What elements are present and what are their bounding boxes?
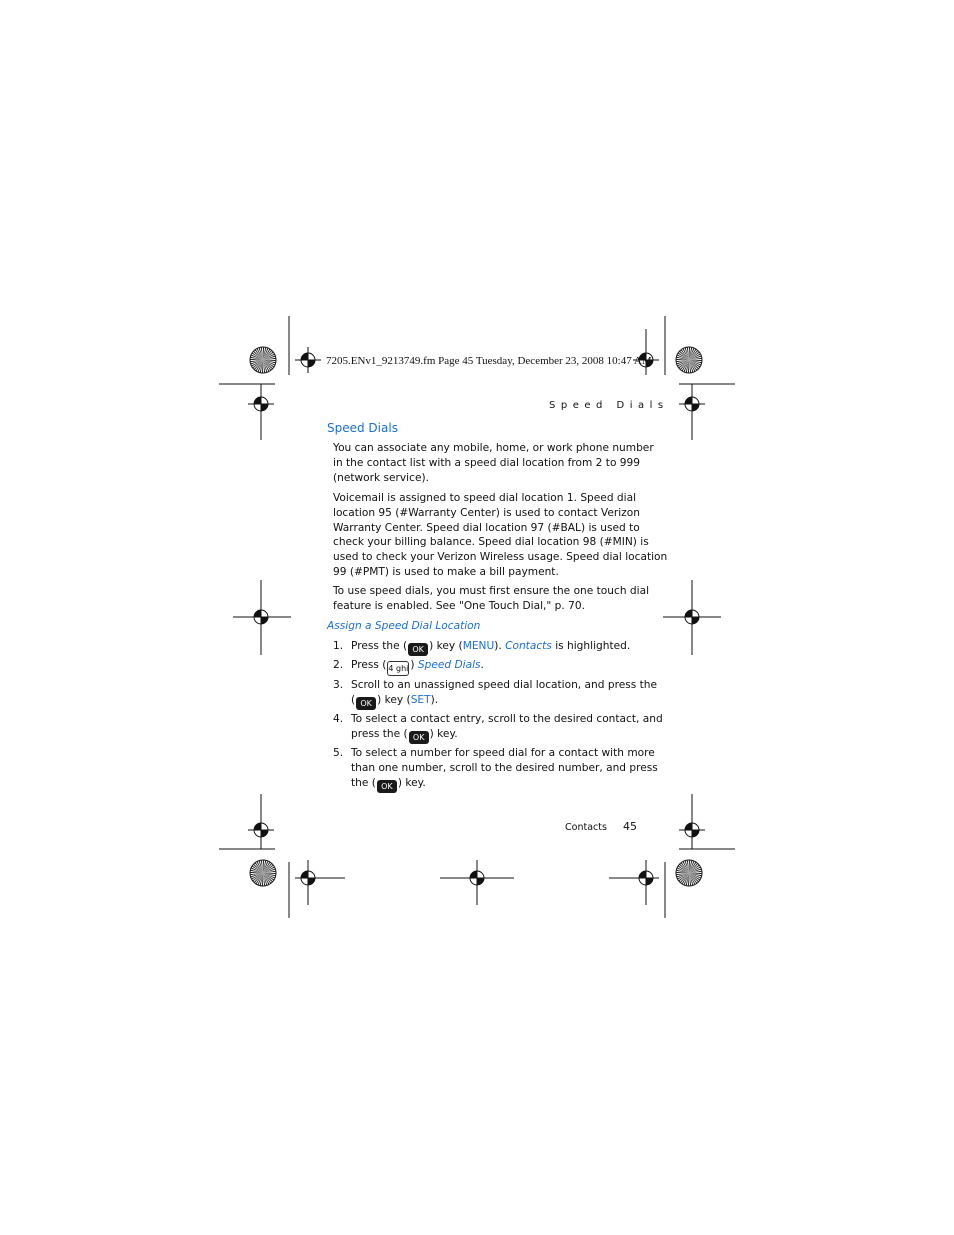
step-number: 4.: [333, 713, 344, 725]
text-line: 99 (#PMT) is used to make a bill payment.: [333, 565, 559, 578]
step-text: Press (: [351, 659, 387, 671]
text-line: used to check your Verizon Wireless usage. Speed dial location: [333, 551, 668, 564]
speed-dials-menu-label: Speed Dials: [417, 659, 481, 671]
step-text: To select a contact entry, scroll to the desired contact, and: [351, 713, 663, 725]
step-text: (: [351, 693, 356, 706]
text-line: feature is enabled. See "One Touch Dial," p. 70.: [333, 599, 585, 612]
ok-key-icon: OK: [356, 697, 376, 710]
step-text: is highlighted.: [551, 640, 631, 652]
text-line: (network service).: [333, 471, 429, 484]
one-touch-paragraph: [333, 584, 650, 614]
subsection-title: Assign a Speed Dial Location: [327, 620, 481, 632]
step-text: ): [410, 659, 418, 671]
starburst-registration-icon: [676, 347, 702, 373]
step-text: Press the (: [351, 640, 408, 652]
text-line: Voicemail is assigned to speed dial location 1. Speed dial: [333, 492, 637, 504]
step-text: To select a number for speed dial for a contact with more: [351, 747, 655, 759]
step-2: [333, 658, 643, 676]
step-text: ) key.: [429, 727, 458, 740]
text-line: location 95 (#Warranty Center) is used to contact Verizon: [333, 506, 640, 519]
step-text: ) key.: [397, 776, 426, 789]
step-number: 5.: [333, 747, 344, 759]
text-line: To use speed dials, you must first ensure the one touch dial: [333, 585, 650, 597]
step-text: .: [480, 659, 484, 671]
text-line: in the contact list with a speed dial location from 2 to 999: [333, 456, 641, 469]
voicemail-paragraph: [333, 491, 668, 580]
intro-paragraph: [333, 441, 654, 485]
step-1: [333, 639, 643, 656]
step-text: ).: [430, 693, 439, 706]
page-number: 45: [623, 820, 637, 833]
step-text: the (: [351, 776, 376, 789]
print-slug: 7205.ENv1_9213749.fm Page 45 Tuesday, December 23, 2008 10:47 AM: [326, 355, 652, 367]
running-header: Speed Dials: [549, 400, 669, 411]
step-text: ).: [494, 640, 506, 652]
step-number: 1.: [333, 640, 344, 652]
registration-target-icon: [295, 347, 321, 373]
starburst-registration-icon: [676, 860, 702, 886]
step-3: [333, 678, 657, 710]
ok-key-icon: OK: [409, 731, 429, 744]
step-number: 2.: [333, 659, 344, 671]
section-title: Speed Dials: [327, 421, 398, 435]
four-key-icon: 4 ghi: [387, 661, 409, 676]
step-4: [333, 712, 663, 744]
ok-key-icon: OK: [408, 643, 428, 656]
ok-key-icon: OK: [377, 780, 397, 793]
step-number: 3.: [333, 679, 344, 691]
menu-softkey-label: MENU: [462, 640, 495, 652]
step-5: [333, 746, 658, 793]
step-text: Scroll to an unassigned speed dial location, and press the: [351, 679, 657, 691]
starburst-registration-icon: [250, 860, 276, 886]
contacts-menu-label: Contacts: [505, 640, 552, 652]
set-softkey-label: SET: [410, 693, 431, 706]
footer-section-name: Contacts: [565, 822, 607, 833]
text-line: check your billing balance. Speed dial location 98 (#MIN) is: [333, 536, 649, 549]
step-text: ) key (: [429, 640, 463, 652]
step-text: press the (: [351, 727, 408, 740]
starburst-registration-icon: [250, 347, 276, 373]
step-text: ) key (: [377, 693, 411, 706]
step-text: than one number, scroll to the desired number, and press: [351, 761, 658, 774]
text-line: You can associate any mobile, home, or work phone number: [333, 442, 654, 454]
text-line: Warranty Center. Speed dial location 97 (#BAL) is used to: [333, 521, 640, 534]
